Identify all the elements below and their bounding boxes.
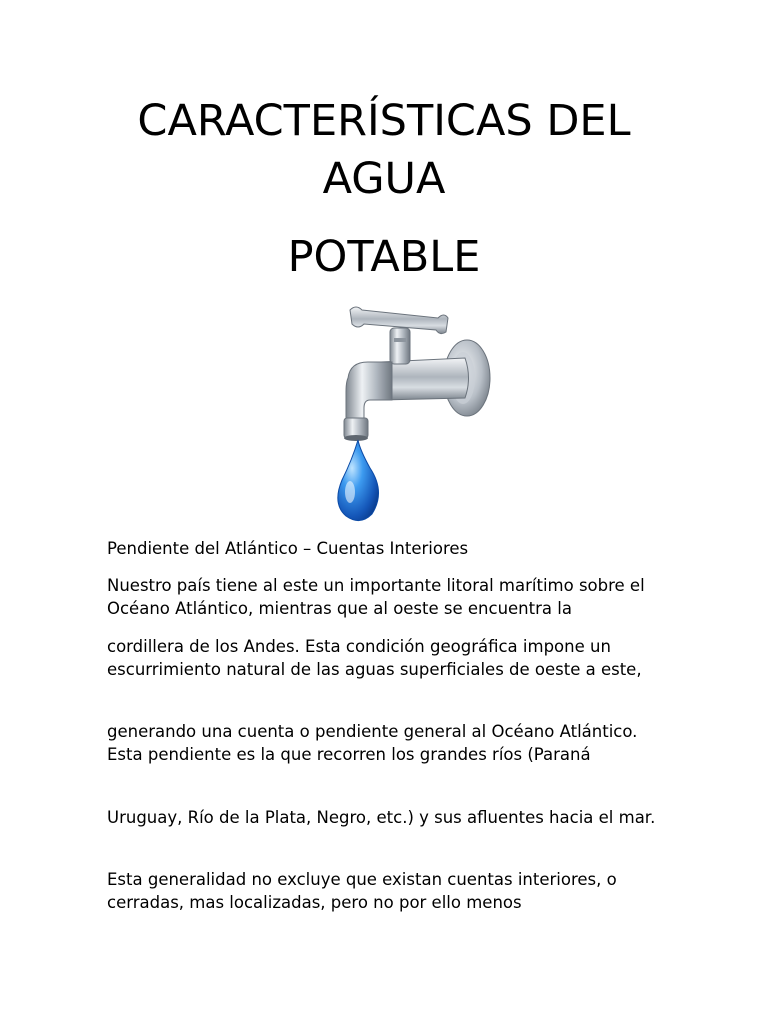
paragraph: Esta generalidad no excluye que existan cuentas interiores, o cerradas, mas localizadas, pero no por ello menos xyxy=(107,870,617,912)
title-line-3: POTABLE xyxy=(287,232,481,282)
title-line-2: AGUA xyxy=(322,154,446,204)
paragraph: cordillera de los Andes. Esta condición geográfica impone un escurrimiento natural de las aguas superficiales de oeste a este, xyxy=(107,637,642,679)
water-faucet-with-drop-icon xyxy=(320,300,500,525)
paragraph: Uruguay, Río de la Plata, Negro, etc.) y sus afluentes hacia el mar. xyxy=(107,808,656,827)
paragraph: generando una cuenta o pendiente general al Océano Atlántico. Esta pendiente es la que recorren los grandes ríos (Paraná xyxy=(107,722,638,764)
section-heading: Pendiente del Atlántico – Cuentas Interiores xyxy=(107,539,469,558)
paragraph: Nuestro país tiene al este un importante litoral marítimo sobre el Océano Atlántico, mientras que al oeste se encuentra la xyxy=(107,576,645,618)
title-line-1: CARACTERÍSTICAS DEL xyxy=(137,96,631,146)
